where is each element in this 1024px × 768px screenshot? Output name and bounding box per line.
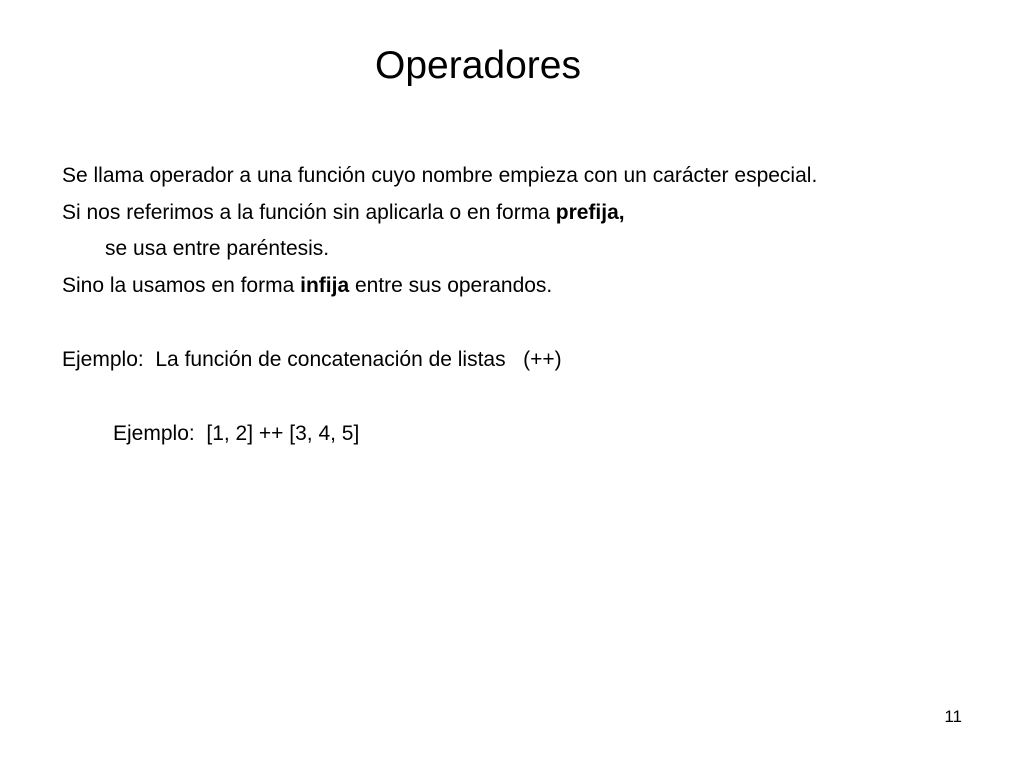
page-number: 11 [944,707,962,726]
prefix-form-text: Si nos referimos a la función sin aplicarla o en forma [62,201,556,224]
text-line-parentheses: se usa entre paréntesis. [105,237,330,260]
prefix-keyword: prefija, [555,201,625,224]
text-line-operator-definition: Se llama operador a una función cuyo nombre empieza con un carácter especial. [62,164,818,187]
text-line-prefix-form [62,199,625,227]
example-concatenation-usage: Ejemplo: [1, 2] ++ [3, 4, 5] [113,422,360,445]
text-line-infix-form [62,272,552,300]
infix-form-text-after: entre sus operandos. [349,274,553,297]
infix-keyword: infija [300,274,350,297]
infix-form-text-before: Sino la usamos en forma [62,274,301,297]
example-concatenation-operator: Ejemplo: La función de concatenación de listas (++) [62,348,562,371]
slide-title: Operadores [375,44,581,87]
